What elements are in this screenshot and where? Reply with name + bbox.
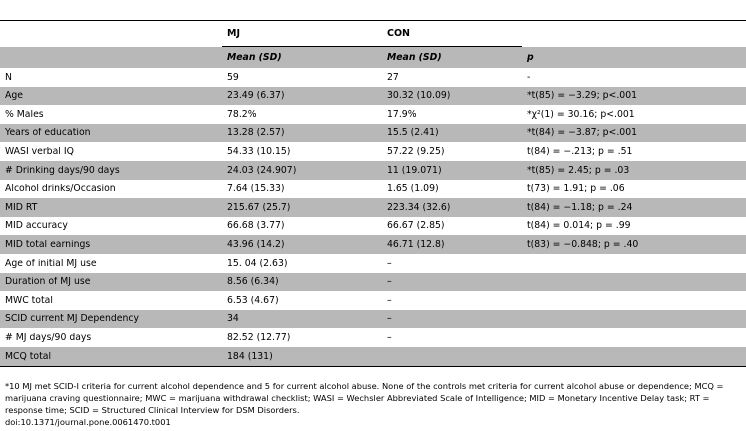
- row-p-value: *t(84) = −3.87; p<.001: [527, 128, 638, 138]
- table-body: [0, 68, 746, 366]
- row-label: MWC total: [5, 295, 53, 306]
- row-mj-value: 66.68 (3.77): [227, 221, 285, 231]
- row-mj-value: 82.52 (12.77): [227, 332, 291, 343]
- footnote-doi: doi:10.1371/journal.pone.0061470.t001: [5, 417, 171, 427]
- row-con-value: –: [387, 332, 392, 343]
- row-con-value: 66.67 (2.85): [387, 221, 445, 231]
- row-mj-value: 7.64 (15.33): [227, 184, 285, 194]
- row-label: Age of initial MJ use: [5, 258, 97, 268]
- table-top-space: [0, 0, 746, 20]
- row-p-value: t(84) = 0.014; p = .99: [527, 221, 631, 231]
- row-con-value: 57.22 (9.25): [387, 147, 445, 157]
- table-row: [0, 328, 746, 347]
- row-mj-value: 15. 04 (2.63): [227, 258, 288, 268]
- table-row: [0, 291, 746, 310]
- row-p-value: -: [527, 72, 531, 82]
- subheader-con-mean-sd: Mean (SD): [387, 52, 442, 63]
- row-label: Age: [5, 91, 23, 101]
- row-label: # Drinking days/90 days: [5, 165, 120, 175]
- row-con-value: –: [387, 277, 392, 287]
- table-row: [0, 180, 746, 199]
- header-con: CON: [387, 28, 410, 39]
- row-label: Alcohol drinks/Occasion: [5, 184, 116, 194]
- table-row: [0, 217, 746, 236]
- row-mj-value: 23.49 (6.37): [227, 91, 285, 101]
- table-row: [0, 124, 746, 143]
- header-row-groups: [0, 21, 746, 46]
- row-mj-value: 8.56 (6.34): [227, 277, 279, 287]
- table-row: [0, 310, 746, 329]
- row-con-value: 15.5 (2.41): [387, 128, 439, 138]
- row-con-value: –: [387, 314, 392, 324]
- row-p-value: *t(85) = 2.45; p = .03: [527, 165, 630, 175]
- row-mj-value: 43.96 (14.2): [227, 239, 285, 250]
- row-con-value: 17.9%: [387, 109, 417, 120]
- row-con-value: 30.32 (10.09): [387, 91, 451, 101]
- table-row: [0, 254, 746, 273]
- table-row: [0, 142, 746, 161]
- row-p-value: t(84) = −.213; p = .51: [527, 147, 633, 157]
- row-p-value: t(73) = 1.91; p = .06: [527, 184, 625, 194]
- table-footnote: [5, 380, 743, 428]
- row-label: MID accuracy: [5, 221, 68, 231]
- row-con-value: –: [387, 258, 392, 268]
- row-label: N: [5, 72, 12, 82]
- row-p-value: t(83) = −0.848; p = .40: [527, 239, 639, 250]
- header-row-stats: [0, 47, 746, 68]
- row-mj-value: 6.53 (4.67): [227, 295, 279, 306]
- row-mj-value: 184 (131): [227, 351, 273, 361]
- table-row: [0, 87, 746, 106]
- row-mj-value: 54.33 (10.15): [227, 147, 291, 157]
- row-con-value: 223.34 (32.6): [387, 202, 451, 213]
- row-label: MID total earnings: [5, 239, 91, 250]
- table-bottom-rule: [0, 366, 746, 367]
- row-con-value: 46.71 (12.8): [387, 239, 445, 250]
- row-mj-value: 34: [227, 314, 239, 324]
- header-mj: MJ: [227, 28, 240, 39]
- row-mj-value: 24.03 (24.907): [227, 165, 297, 175]
- subheader-mj-mean-sd: Mean (SD): [227, 52, 282, 63]
- row-p-value: t(84) = −1.18; p = .24: [527, 202, 633, 213]
- table-row: [0, 68, 746, 87]
- row-label: SCID current MJ Dependency: [5, 314, 139, 324]
- table-row: [0, 273, 746, 292]
- row-p-value: *χ²(1) = 30.16; p<.001: [527, 109, 635, 120]
- subheader-p: p: [527, 52, 534, 63]
- row-mj-value: 59: [227, 72, 239, 82]
- table-row: [0, 198, 746, 217]
- row-label: Years of education: [5, 128, 91, 138]
- table-row: [0, 105, 746, 124]
- row-label: MCQ total: [5, 351, 52, 361]
- row-con-value: 1.65 (1.09): [387, 184, 439, 194]
- row-label: % Males: [5, 109, 44, 120]
- row-mj-value: 215.67 (25.7): [227, 202, 291, 213]
- row-label: MID RT: [5, 202, 38, 213]
- row-con-value: 27: [387, 72, 399, 82]
- row-label: WASI verbal IQ: [5, 147, 74, 157]
- row-p-value: *t(85) = −3.29; p<.001: [527, 91, 638, 101]
- table-row: [0, 235, 746, 254]
- row-con-value: –: [387, 295, 392, 306]
- table-row: [0, 161, 746, 180]
- row-label: # MJ days/90 days: [5, 332, 92, 343]
- row-con-value: 11 (19.071): [387, 165, 442, 175]
- row-mj-value: 78.2%: [227, 109, 257, 120]
- row-label: Duration of MJ use: [5, 277, 91, 287]
- footnote-text: *10 MJ met SCID-I criteria for current alcohol dependence and 5 for current alcohol abuse. None of the controls met criteria for current alcohol abuse or dependence; MCQ = marijuana craving questionnaire; MWC = marijuana withdrawal checklist; WASI = Wechsler Abbreviated Scale of Intelligence; MID = Monetary Incentive Delay task; RT = response time; SCID = Structured Clinical Interview for DSM Disorders.: [5, 381, 724, 415]
- table-row: [0, 347, 746, 366]
- row-mj-value: 13.28 (2.57): [227, 128, 285, 138]
